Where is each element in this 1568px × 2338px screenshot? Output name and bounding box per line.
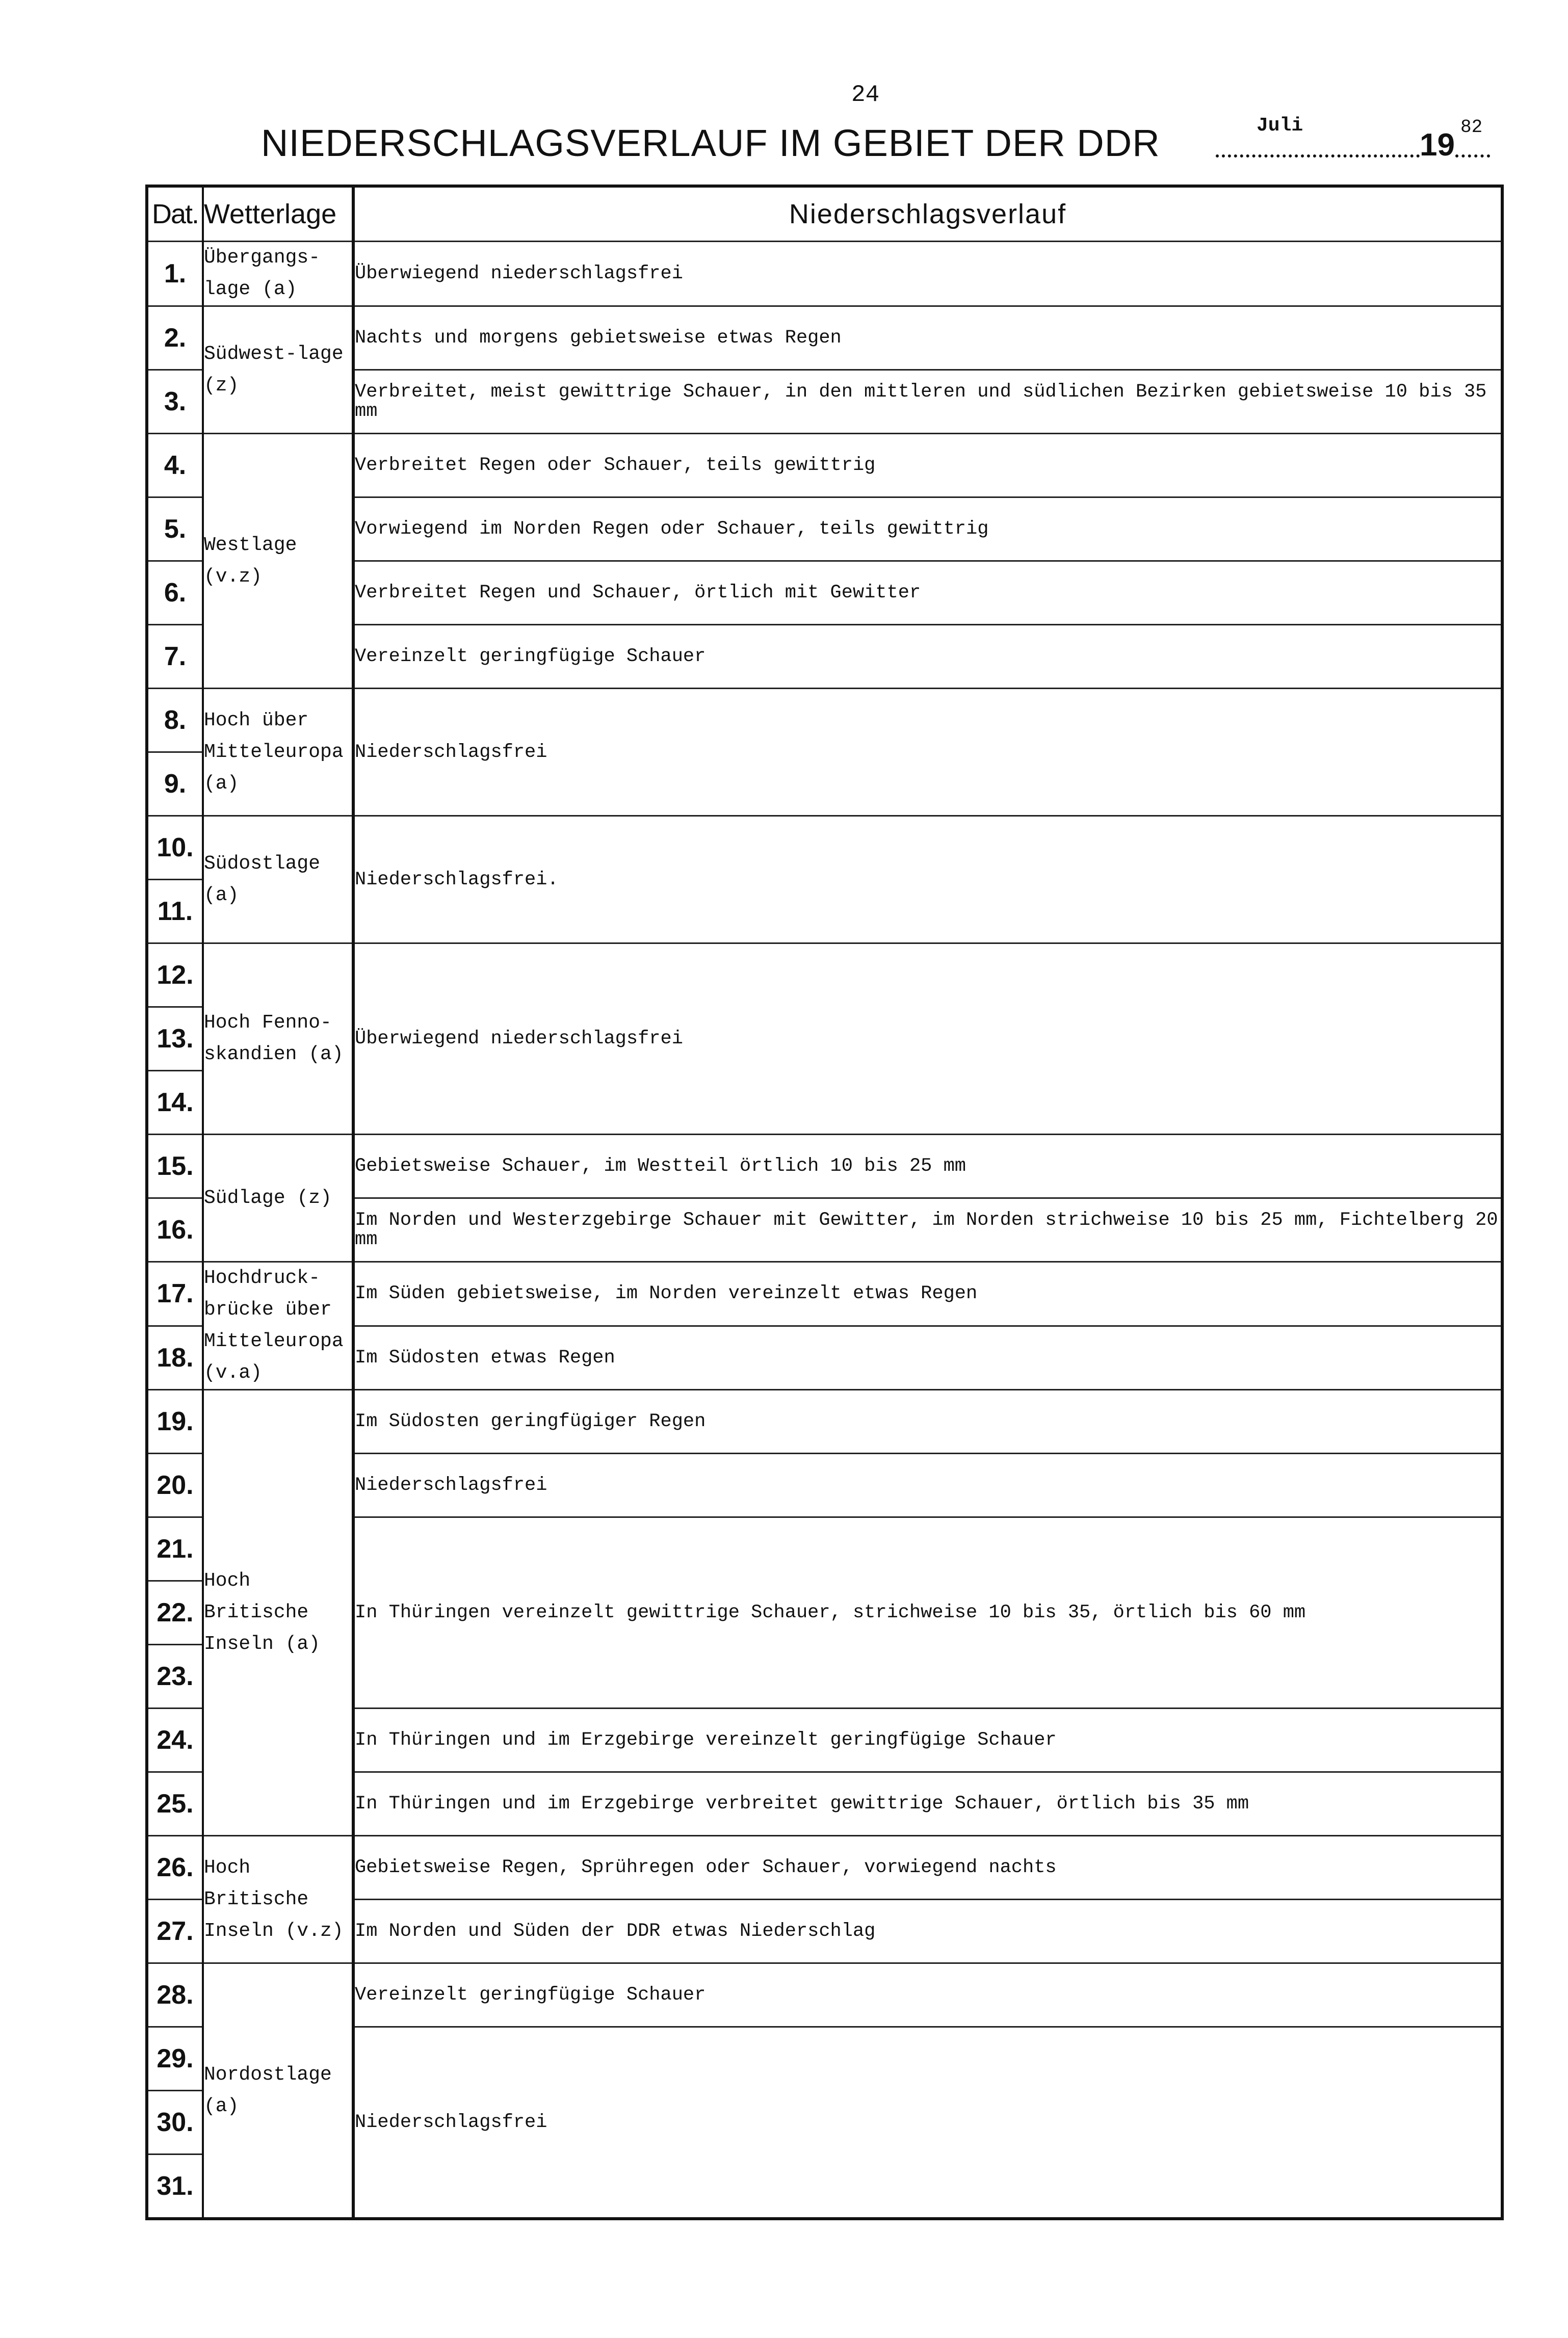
table-row — [147, 1963, 1502, 2027]
weather-type-cell: Westlage (v.z) — [203, 434, 353, 689]
date-field — [1216, 115, 1491, 166]
weather-type-cell: Südlage (z) — [203, 1135, 353, 1262]
month-value: Juli — [1257, 115, 1303, 137]
table-header-row — [147, 186, 1502, 242]
day-cell: 17. — [147, 1262, 203, 1326]
description-cell: In Thüringen vereinzelt gewittrige Schauer, strichweise 10 bis 35, örtlich bis 60 mm — [353, 1517, 1502, 1709]
description-cell: Im Südosten etwas Regen — [353, 1326, 1502, 1390]
day-cell: 16. — [147, 1198, 203, 1262]
weather-type-cell: Hoch über Mitteleuropa (a) — [203, 689, 353, 816]
day-cell: 5. — [147, 497, 203, 561]
table-row — [147, 1390, 1502, 1454]
description-cell: Im Südosten geringfügiger Regen — [353, 1390, 1502, 1454]
year-dotted-line — [1455, 154, 1490, 157]
weather-type-cell: Hoch Britische Inseln (a) — [203, 1390, 353, 1836]
day-cell: 3. — [147, 370, 203, 434]
year-prefix: 19 — [1420, 127, 1455, 163]
table-row — [147, 1135, 1502, 1198]
description-cell: Im Süden gebietsweise, im Norden vereinzelt etwas Regen — [353, 1262, 1502, 1326]
day-cell: 12. — [147, 943, 203, 1007]
table-row — [147, 242, 1502, 306]
day-cell: 29. — [147, 2027, 203, 2091]
precipitation-table — [145, 185, 1504, 2220]
table-row — [147, 306, 1502, 370]
description-cell: Verbreitet Regen oder Schauer, teils gewittrig — [353, 434, 1502, 497]
month-dotted-line — [1216, 154, 1420, 157]
header-precipitation: Niederschlagsverlauf — [353, 186, 1502, 242]
day-cell: 7. — [147, 625, 203, 689]
page-title: NIEDERSCHLAGSVERLAUF IM GEBIET DER DDR — [261, 122, 1160, 164]
description-cell: Gebietsweise Regen, Sprühregen oder Schauer, vorwiegend nachts — [353, 1836, 1502, 1900]
year-suffix: 82 — [1460, 117, 1483, 138]
day-cell: 31. — [147, 2155, 203, 2219]
header-date: Dat. — [147, 186, 203, 242]
description-cell: Im Norden und Süden der DDR etwas Niederschlag — [353, 1900, 1502, 1963]
header-weather-type: Wetterlage — [203, 186, 353, 242]
day-cell: 24. — [147, 1709, 203, 1772]
day-cell: 19. — [147, 1390, 203, 1454]
description-cell: Verbreitet Regen und Schauer, örtlich mit Gewitter — [353, 561, 1502, 625]
description-cell: Überwiegend niederschlagsfrei — [353, 943, 1502, 1135]
day-cell: 20. — [147, 1454, 203, 1517]
table-row — [147, 943, 1502, 1007]
table-row — [147, 816, 1502, 880]
description-cell: Niederschlagsfrei. — [353, 816, 1502, 943]
table-row — [147, 1262, 1502, 1326]
weather-type-cell: Übergangs-lage (a) — [203, 242, 353, 306]
weather-type-cell: Hoch Fenno-skandien (a) — [203, 943, 353, 1135]
day-cell: 26. — [147, 1836, 203, 1900]
day-cell: 18. — [147, 1326, 203, 1390]
day-cell: 28. — [147, 1963, 203, 2027]
day-cell: 10. — [147, 816, 203, 880]
table-row — [147, 434, 1502, 497]
description-cell: Verbreitet, meist gewittrige Schauer, in den mittleren und südlichen Bezirken gebietsweise 10 bis 35 mm — [353, 370, 1502, 434]
description-cell: Vereinzelt geringfügige Schauer — [353, 1963, 1502, 2027]
day-cell: 27. — [147, 1900, 203, 1963]
description-cell: Gebietsweise Schauer, im Westteil örtlich 10 bis 25 mm — [353, 1135, 1502, 1198]
day-cell: 23. — [147, 1645, 203, 1709]
day-cell: 11. — [147, 880, 203, 943]
description-cell: Niederschlagsfrei — [353, 2027, 1502, 2219]
description-cell: Niederschlagsfrei — [353, 1454, 1502, 1517]
table-row — [147, 1836, 1502, 1900]
day-cell: 2. — [147, 306, 203, 370]
description-cell: Überwiegend niederschlagsfrei — [353, 242, 1502, 306]
day-cell: 6. — [147, 561, 203, 625]
weather-type-cell: Hochdruck-brücke über Mitteleuropa (v.a) — [203, 1262, 353, 1390]
day-cell: 15. — [147, 1135, 203, 1198]
weather-type-cell: Nordostlage (a) — [203, 1963, 353, 2219]
weather-type-cell: Südwest-lage (z) — [203, 306, 353, 434]
description-cell: Im Norden und Westerzgebirge Schauer mit Gewitter, im Norden strichweise 10 bis 25 mm, Fichtelberg 20 mm — [353, 1198, 1502, 1262]
day-cell: 30. — [147, 2091, 203, 2155]
table-row — [147, 689, 1502, 752]
day-cell: 25. — [147, 1772, 203, 1836]
description-cell: Niederschlagsfrei — [353, 689, 1502, 816]
day-cell: 21. — [147, 1517, 203, 1581]
description-cell: Vorwiegend im Norden Regen oder Schauer, teils gewittrig — [353, 497, 1502, 561]
description-cell: In Thüringen und im Erzgebirge verbreitet gewittrige Schauer, örtlich bis 35 mm — [353, 1772, 1502, 1836]
description-cell: Vereinzelt geringfügige Schauer — [353, 625, 1502, 689]
day-cell: 13. — [147, 1007, 203, 1071]
weather-type-cell: Südostlage (a) — [203, 816, 353, 943]
day-cell: 9. — [147, 752, 203, 816]
description-cell: Nachts und morgens gebietsweise etwas Regen — [353, 306, 1502, 370]
day-cell: 14. — [147, 1071, 203, 1135]
day-cell: 4. — [147, 434, 203, 497]
page-number: 24 — [851, 82, 880, 108]
description-cell: In Thüringen und im Erzgebirge vereinzelt geringfügige Schauer — [353, 1709, 1502, 1772]
weather-type-cell: Hoch Britische Inseln (v.z) — [203, 1836, 353, 1963]
day-cell: 8. — [147, 689, 203, 752]
day-cell: 1. — [147, 242, 203, 306]
day-cell: 22. — [147, 1581, 203, 1645]
